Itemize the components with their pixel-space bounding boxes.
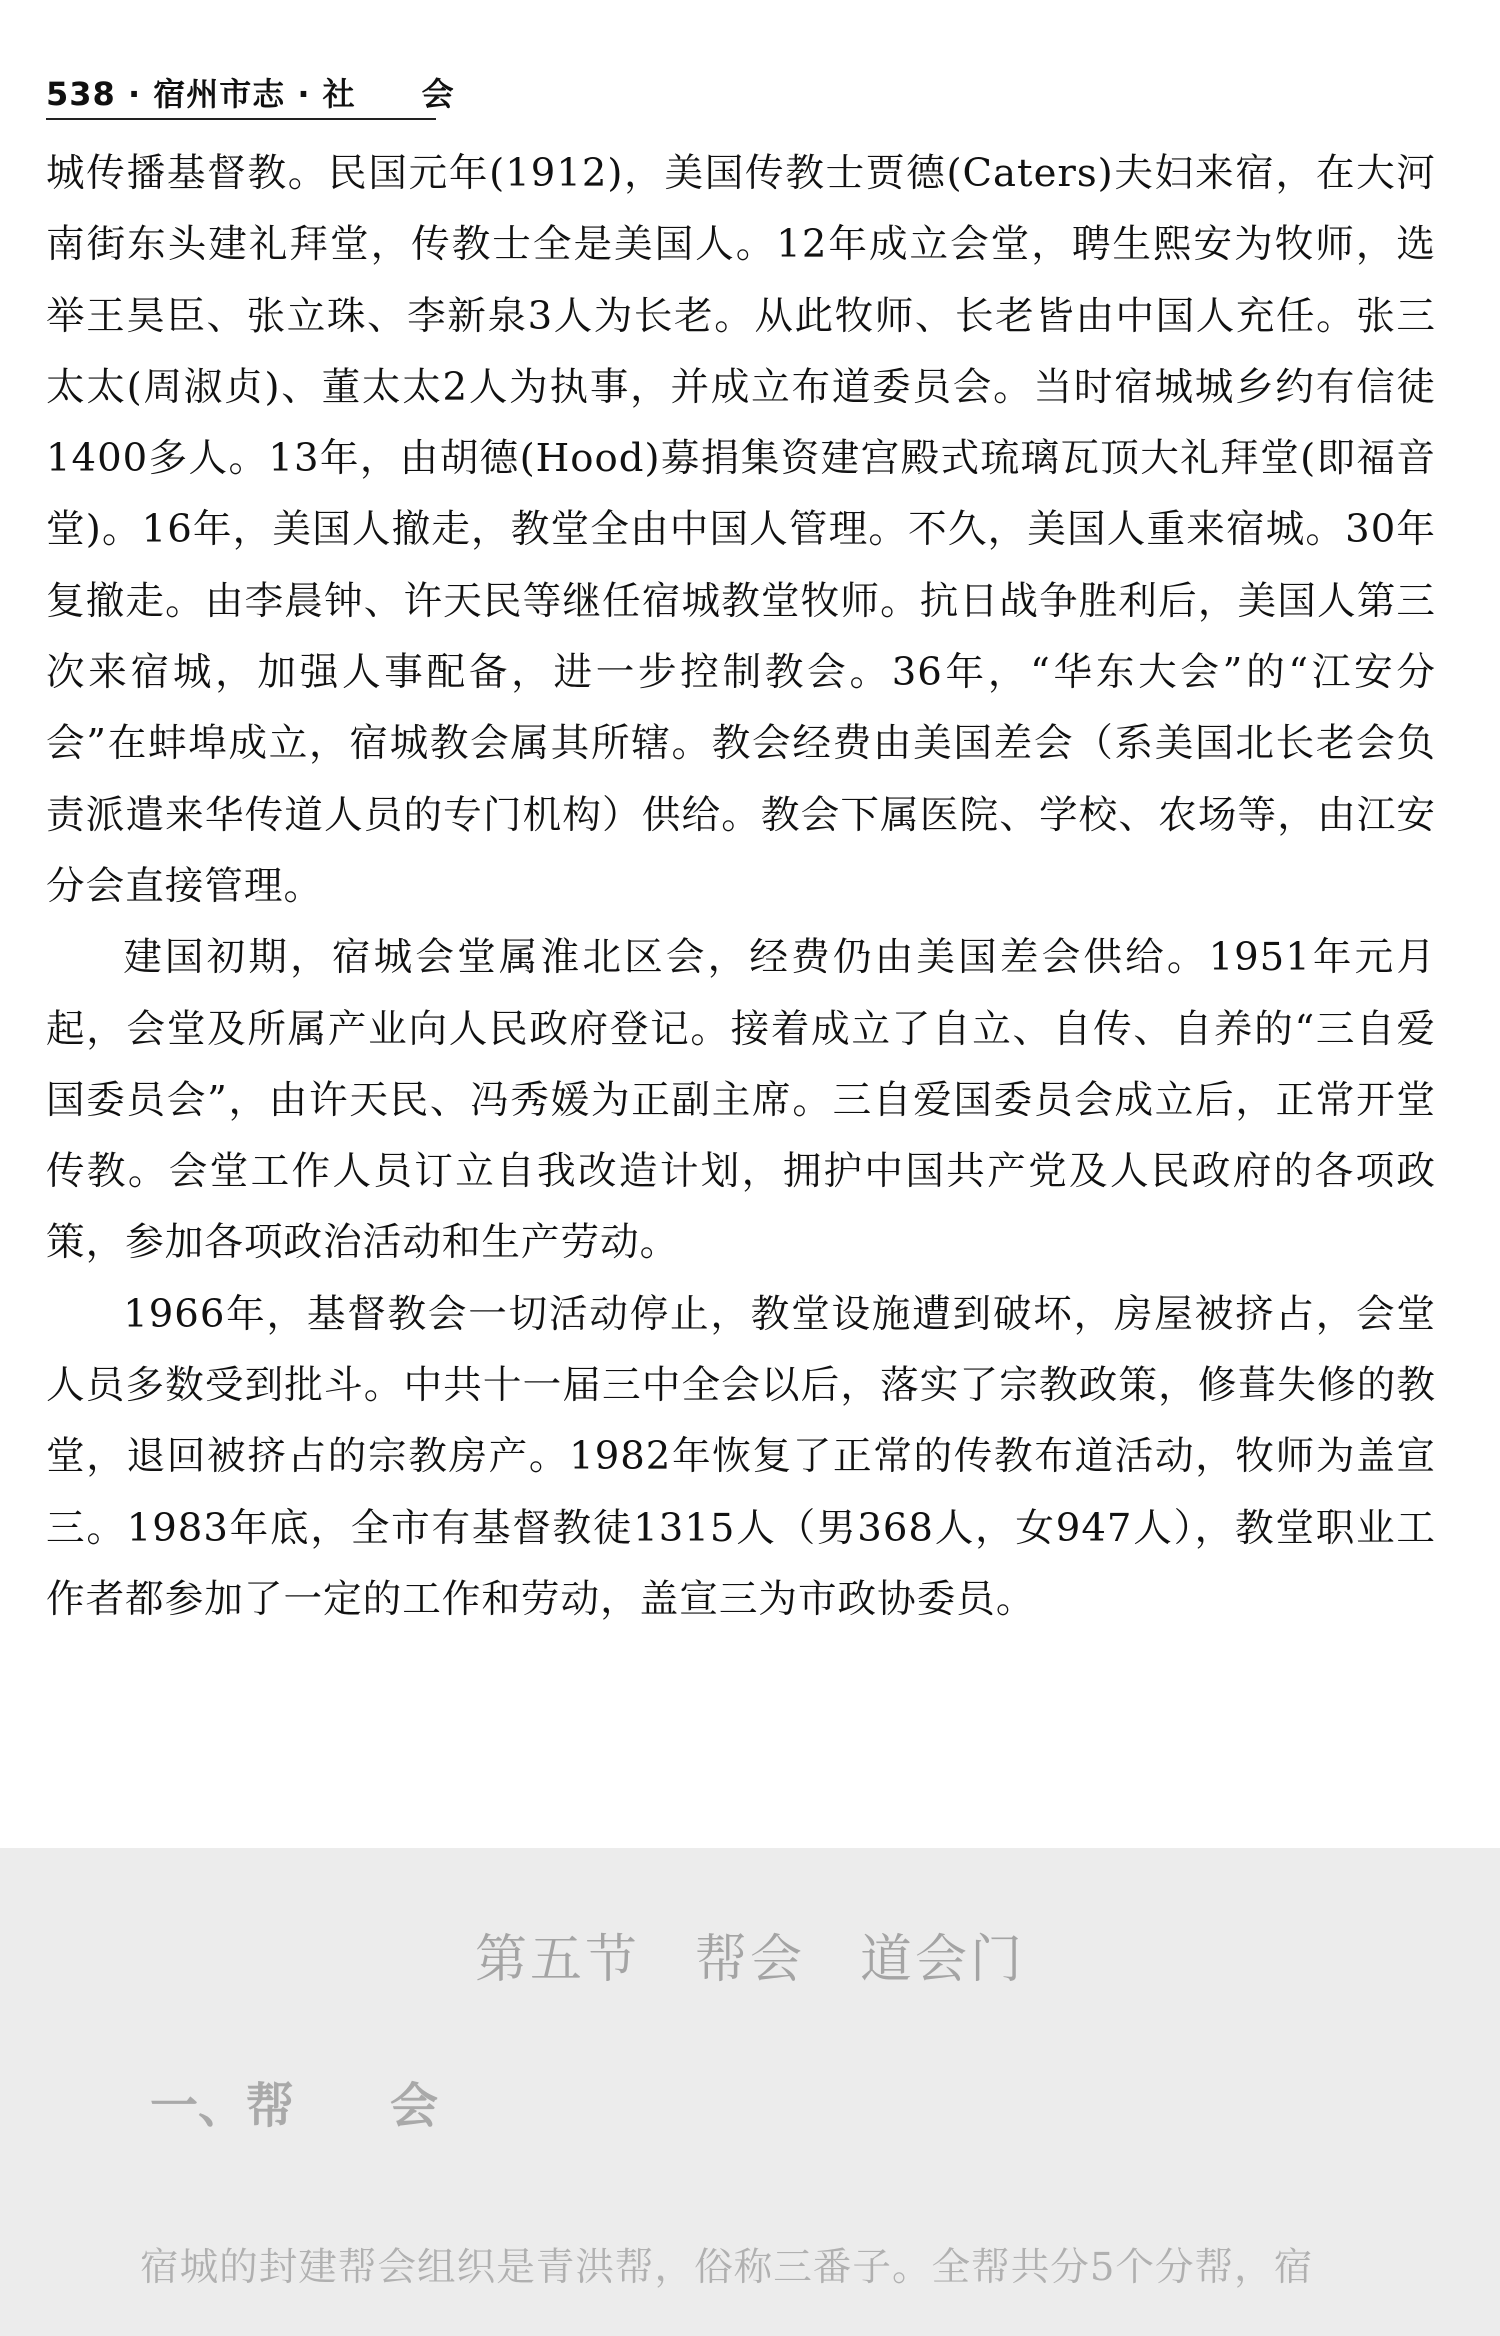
paragraph-continued: 城传播基督教。民国元年(1912)，美国传教士贾德(Caters)夫妇来宿，在大河南街东头建礼拜堂，传教士全是美国人。12年成立会堂，聘生熙安为牧师，选举王昊臣、张立珠、李新泉3人为长老。从此牧师、长老皆由中国人充任。张三太太(周淑贞)、董太太2人为执事，并成立布道委员会。当时宿城城乡约有信徒1400多人。13年，由胡德(Hood)募捐集资建宫殿式琉璃瓦顶大礼拜堂(即福音堂)。16年，美国人撤走，教堂全由中国人管理。不久，美国人重来宿城。30年复撤走。由李晨钟、许天民等继任宿城教堂牧师。抗日战争胜利后，美国人第三次来宿城，加强人事配备，进一步控制教会。36年，“华东大会”的“江安分会”在蚌埠成立，宿城教会属其所辖。教会经费由美国差会（系美国北长老会负责派遣来华传道人员的专门机构）供给。教会下属医院、学校、农场等，由江安分会直接管理。: [46, 151, 1436, 909]
section-first-line: 宿城的封建帮会组织是青洪帮，俗称三番子。全帮共分5个分帮，宿: [140, 2245, 1314, 2290]
paragraph-early-prc: 建国初期，宿城会堂属淮北区会，经费仍由美国差会供给。1951年元月起，会堂及所属产业向人民政府登记。接着成立了自立、自传、自养的“三自爱国委员会”，由许天民、冯秀媛为正副主席。三自爱国委员会成立后，正常开堂传教。会堂工作人员订立自我改造计划，拥护中国共产党及人民政府的各项政策，参加各项政治活动和生产劳动。: [46, 935, 1436, 1266]
paragraph-1966: 1966年，基督教会一切活动停止，教堂设施遭到破坏，房屋被挤占，会堂人员多数受到批斗。中共十一届三中全会以后，落实了宗教政策，修葺失修的教堂，退回被挤占的宗教房产。1982年恢复了正常的传教布道活动，牧师为盖宣三。1983年底，全市有基督教徒1315人（男368人，女947人），教堂职业工作者都参加了一定的工作和劳动，盖宣三为市政协委员。: [46, 1291, 1436, 1622]
section-title: 第五节 帮会 道会门: [474, 1930, 1025, 1990]
body-text: [46, 138, 1436, 1635]
running-header: 538 · 宿州市志 · 社 会: [46, 75, 455, 113]
page-lower-faded-area: [0, 1848, 1500, 2336]
header-rule: [46, 118, 436, 120]
sub-heading: 一、帮 会: [150, 2078, 439, 2134]
